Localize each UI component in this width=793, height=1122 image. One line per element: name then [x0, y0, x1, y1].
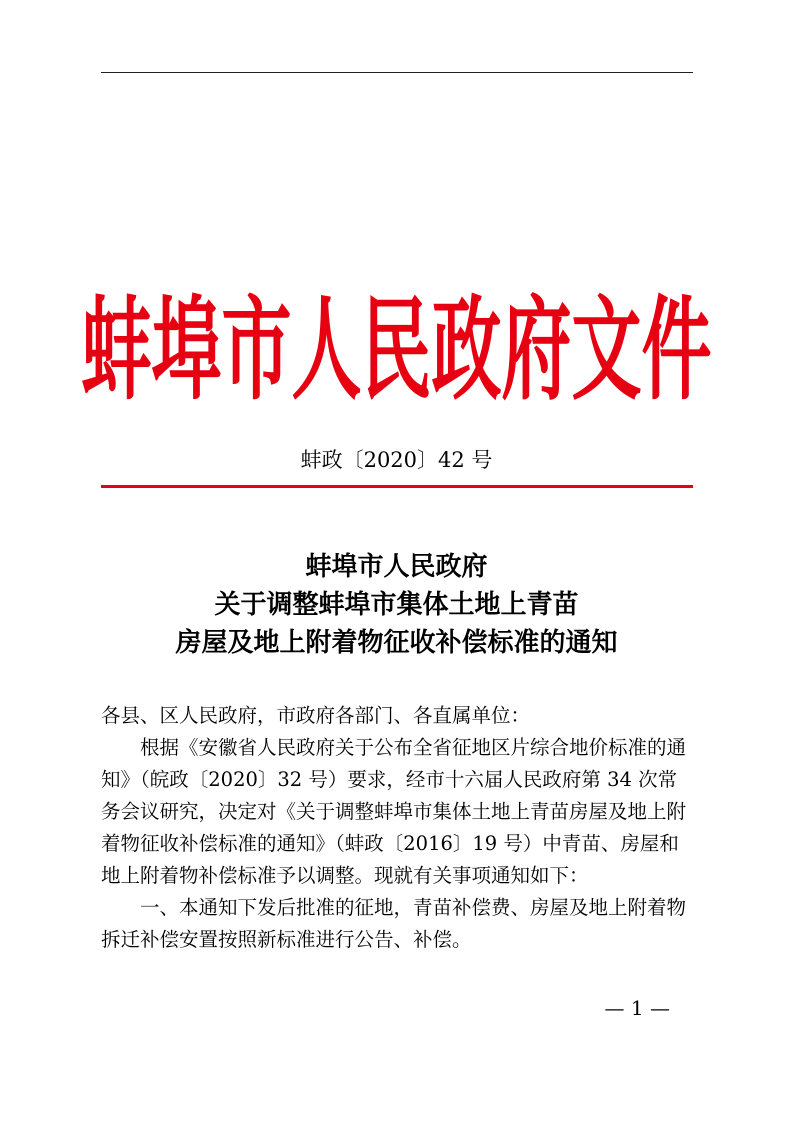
- header-rule: [101, 72, 693, 73]
- addressee-line: 各县、区人民政府，市政府各部门、各直属单位：: [101, 704, 531, 727]
- document-body: [101, 700, 695, 956]
- document-number: 蚌政〔2020〕42 号: [300, 448, 493, 472]
- document-title: [0, 548, 793, 662]
- red-separator-rule: [101, 485, 693, 488]
- masthead-title: 蚌埠市人民政府文件: [81, 284, 712, 416]
- title-line-3: 房屋及地上附着物征收补偿标准的通知: [175, 628, 618, 658]
- page-number: — 1 —: [604, 996, 670, 1020]
- body-paragraph-1: 根据《安徽省人民政府关于公布全省征地区片综合地价标准的通知》（皖政〔2020〕32 号）要求，经市十六届人民政府第 34 次常务会议研究，决定对《关于调整蚌埠市集体土地上青苗房屋及地上附着物征收补偿标准的通知》（蚌政〔2016〕19 号）中青苗、房屋和地上附着物补偿标准予以调整。现就有关事项通知如下：: [101, 736, 687, 887]
- title-line-1: 蚌埠市人民政府: [305, 552, 488, 582]
- body-paragraph-2: 一、本通知下发后批准的征地，青苗补偿费、房屋及地上附着物拆迁补偿安置按照新标准进行公告、补偿。: [101, 896, 687, 951]
- title-line-2: 关于调整蚌埠市集体土地上青苗: [214, 590, 579, 620]
